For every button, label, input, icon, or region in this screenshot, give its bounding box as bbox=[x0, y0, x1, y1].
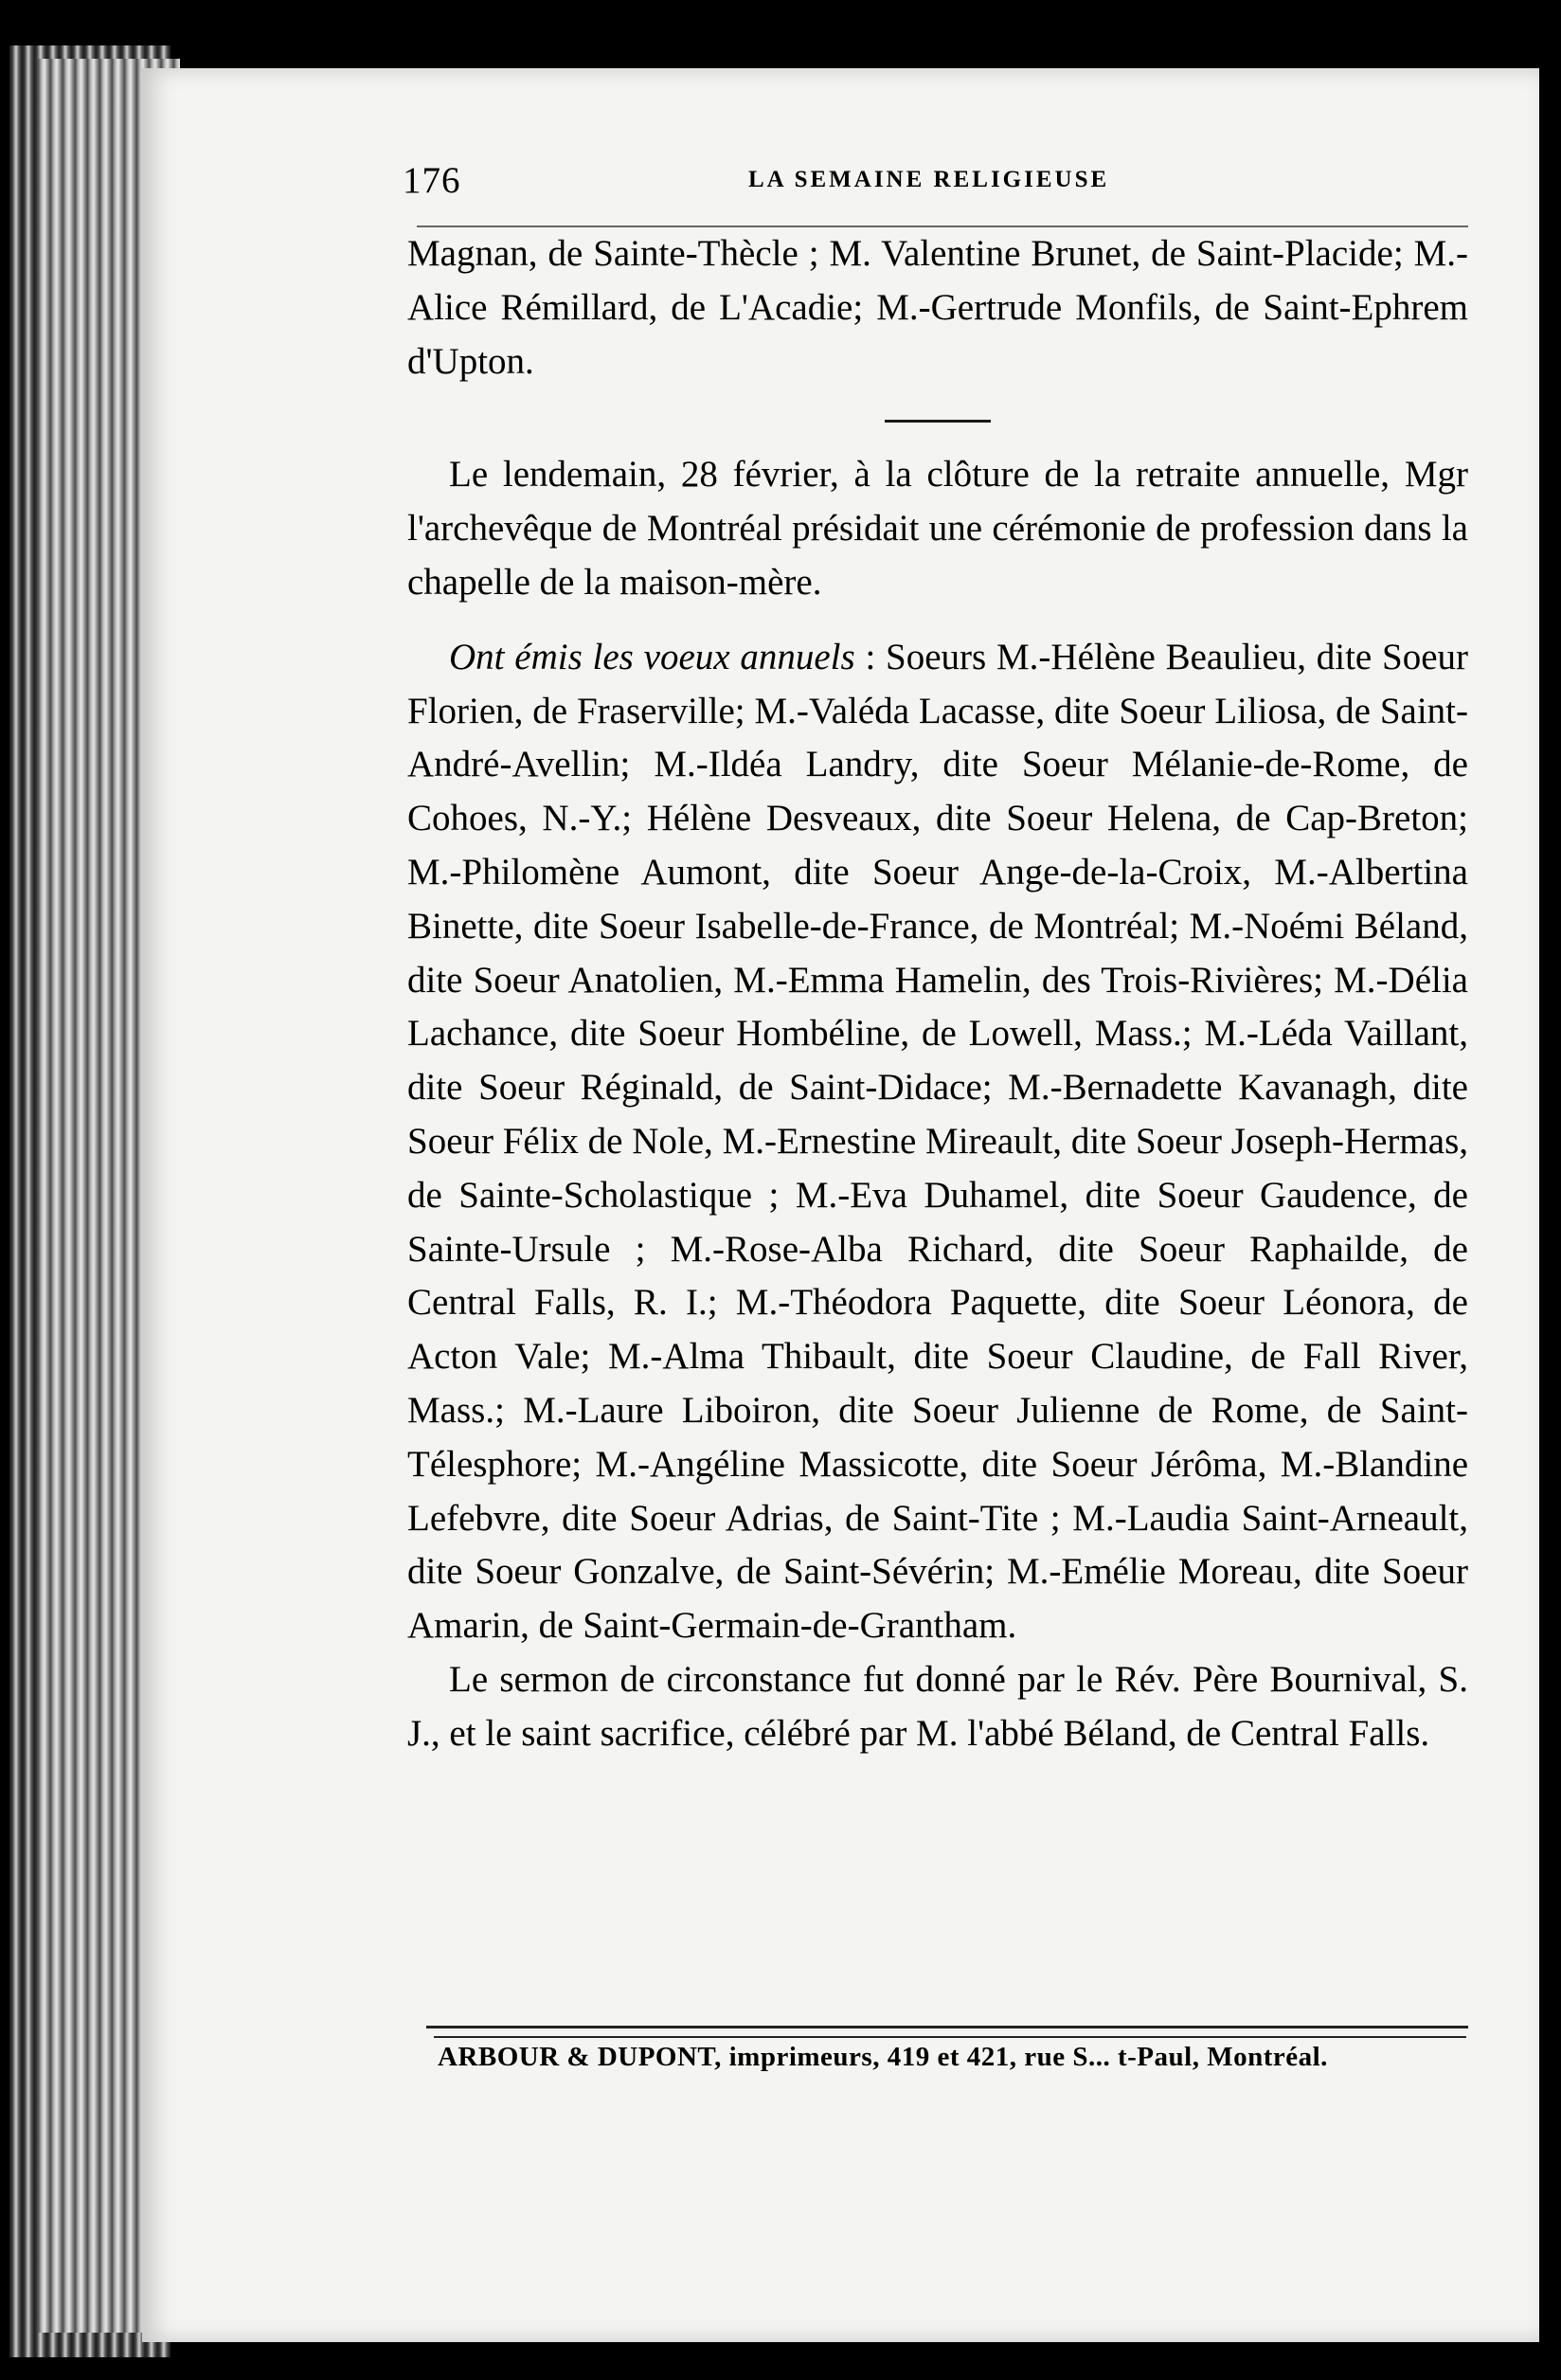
footer-rule-thin bbox=[434, 2036, 1466, 2038]
paragraph-names-continued: Magnan, de Sainte-Thècle ; M. Valentine Brunet, de Saint-Placide; M.-Alice Rémillard, de L'Acadie; M.-Gertrude Monfils, de Saint-Ephrem d'Upton. bbox=[407, 233, 1468, 382]
page-number: 176 bbox=[403, 160, 461, 201]
section-divider bbox=[885, 420, 991, 423]
annual-vows-lead: Ont émis les voeux annuels bbox=[449, 636, 855, 677]
printer-imprint: ARBOUR & DUPONT, imprimeurs, 419 et 421, rue S... t-Paul, Montréal. bbox=[438, 2042, 1328, 2072]
paragraph-annual-vows bbox=[407, 631, 1468, 1653]
footer-rule bbox=[426, 2026, 1468, 2028]
running-title: LA SEMAINE RELIGIEUSE bbox=[748, 167, 1110, 192]
body-text bbox=[407, 227, 1468, 1761]
paragraph-sermon: Le sermon de circonstance fut donné par le Rév. Père Bournival, S. J., et le saint sacrifice, célébré par M. l'abbé Béland, de Central Falls. bbox=[407, 1658, 1468, 1754]
paragraph-gap bbox=[407, 610, 1468, 631]
paragraph-profession: Le lendemain, 28 février, à la clôture de la retraite annuelle, Mgr l'archevêque de Montréal présidait une cérémonie de profession dans la chapelle de la maison-mère. bbox=[407, 454, 1468, 603]
annual-vows-list: : Soeurs M.-Hélène Beaulieu, dite Soeur Florien, de Fraserville; M.-Valéda Lacasse, dite Soeur Liliosa, de Saint-André-Avellin; M.-Ildéa Landry, dite Soeur Mélanie-de-Rome, de Cohoes, N.-Y.; Hélène Desveaux, dite Soeur Helena, de Cap-Breton; M.-Philomène Aumont, dite Soeur Ange-de-la-Croix, M.-Albertina Binette, dite Soeur Isabelle-de-France, de Montréal; M.-Noémi Béland, dite Soeur Anatolien, M.-Emma Hamelin, des Trois-Rivières; M.-Délia Lachance, dite Soeur Hombéline, de Lowell, Mass.; M.-Léda Vaillant, dite Soeur Réginald, de Saint-Didace; M.-Bernadette Kavanagh, dite Soeur Félix de Nole, M.-Ernestine Mireault, dite Soeur Joseph-Hermas, de Sainte-Scholastique ; M.-Eva Duhamel, dite Soeur Gaudence, de Sainte-Ursule ; M.-Rose-Alba Richard, dite Soeur Raphailde, de Central Falls, R. I.; M.-Théodora Paquette, dite Soeur Léonora, de Acton Vale; M.-Alma Thibault, dite Soeur Claudine, de Fall River, Mass.; M.-Laure Liboiron, dite Soeur Julienne de Rome, de Saint-Télesphore; M.-Angéline Massicotte, dite Soeur Jérôma, M.-Blandine Lefebvre, dite Soeur Adrias, de Saint-Tite ; M.-Laudia Saint-Arneault, dite Soeur Gonzalve, de Saint-Sévérin; M.-Emélie Moreau, dite Soeur Amarin, de Saint-Germain-de-Grantham. bbox=[407, 636, 1468, 1647]
running-head bbox=[403, 159, 1473, 225]
